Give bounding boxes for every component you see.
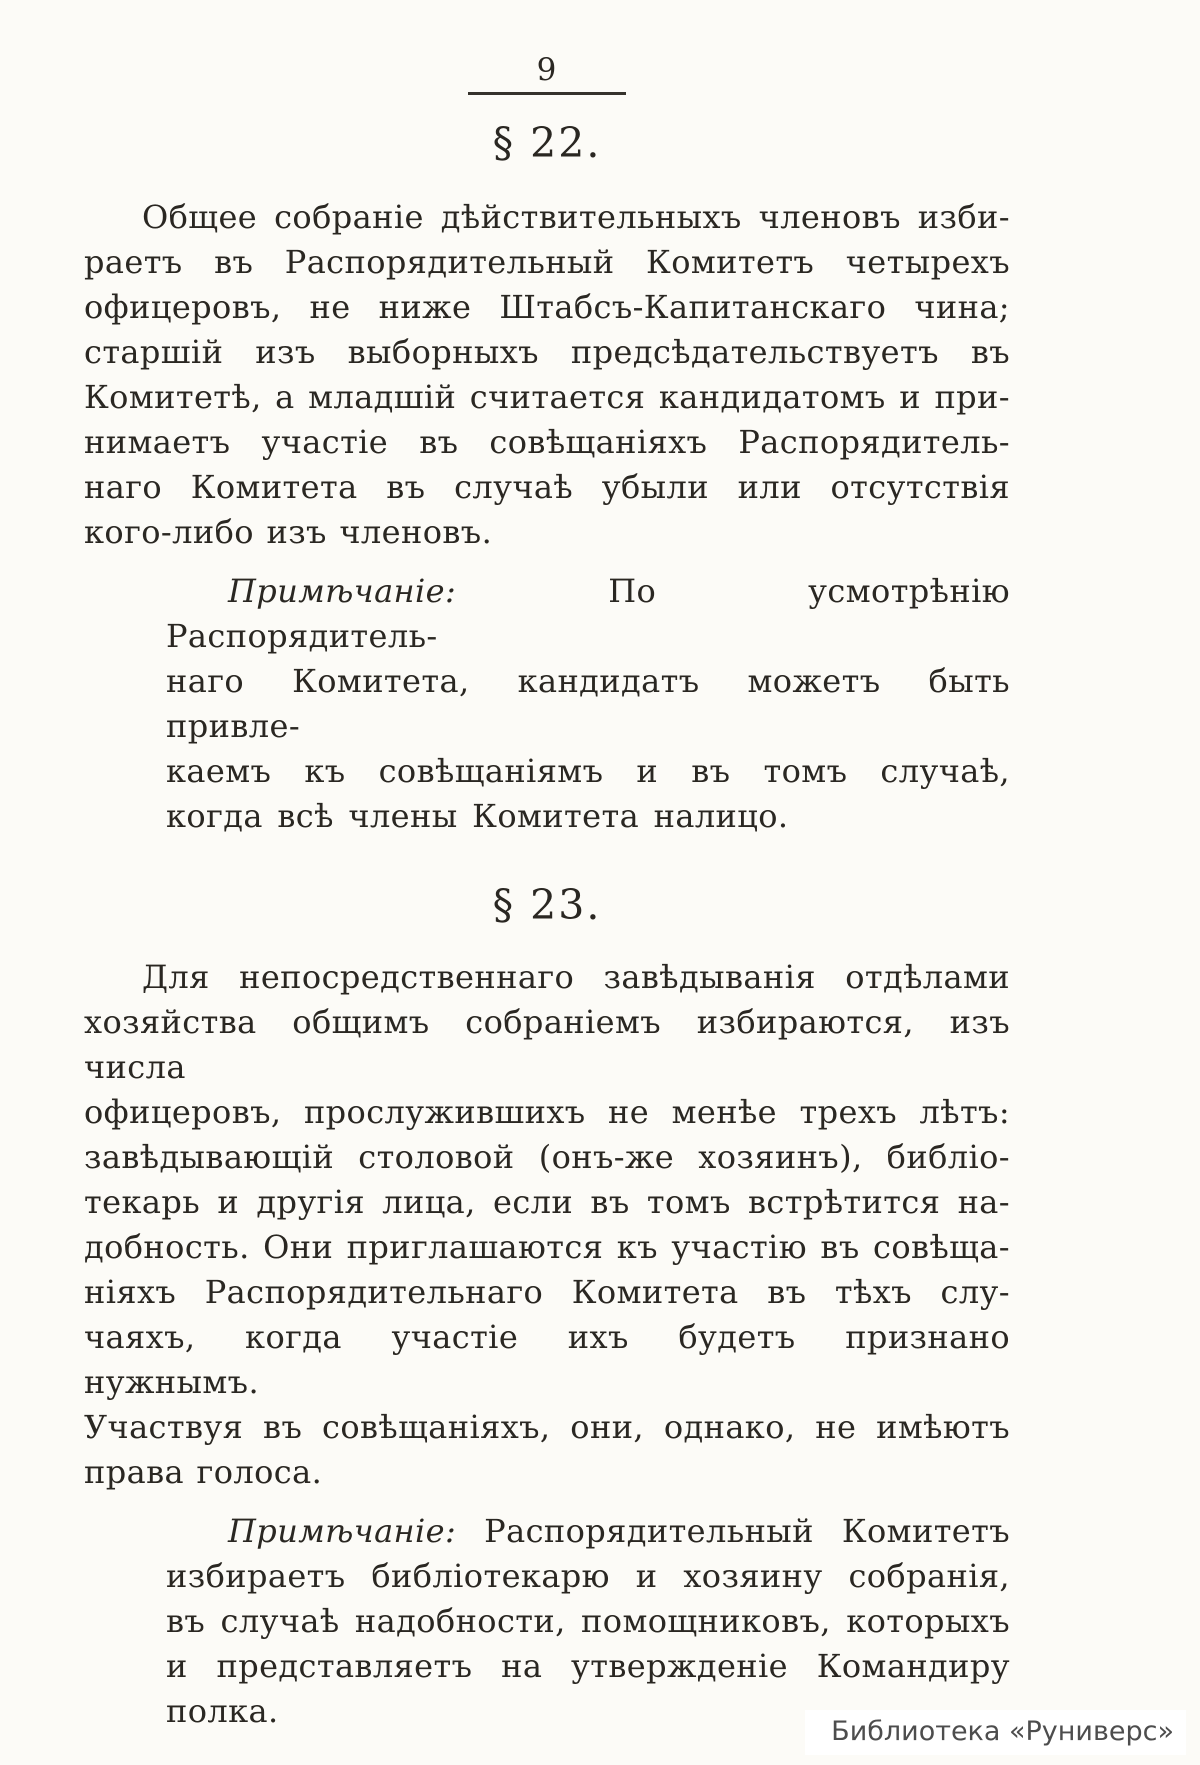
text-line: Общее собраніе дѣйствительныхъ членовъ изби-	[142, 198, 1010, 236]
text-line: Для непосредственнаго завѣдыванія отдѣлами	[142, 958, 1010, 996]
text-line: и представляетъ на утвержденіе Командиру	[166, 1647, 1010, 1685]
page-number-block	[84, 52, 1010, 95]
text-line: избираетъ библіотекарю и хозяину собранія,	[166, 1557, 1010, 1595]
text-line: нимаетъ участіе въ совѣщаніяхъ Распорядитель-	[84, 423, 1010, 461]
section-22-note	[166, 569, 1010, 839]
text-line: полка.	[166, 1692, 279, 1730]
text-line: Участвуя въ совѣщаніяхъ, они, однако, не имѣютъ	[84, 1408, 1010, 1446]
text-line: текарь и другія лица, если въ томъ встрѣтится на-	[84, 1183, 1010, 1221]
text-line: чаяхъ, когда участіе ихъ будетъ признано нужнымъ.	[84, 1318, 1010, 1401]
text-line: завѣдывающій столовой (онъ-же хозяинъ), библіо-	[84, 1138, 1010, 1176]
section-22-heading: § 22.	[492, 119, 602, 167]
text-line: офицеровъ, прослужившихъ не менѣе трехъ лѣтъ:	[84, 1093, 1010, 1131]
text-line: офицеровъ, не ниже Штабсъ-Капитанскаго чина;	[84, 288, 1010, 326]
text-line: кого-либо изъ членовъ.	[84, 513, 493, 551]
text-line: добность. Они приглашаются къ участію въ совѣща-	[84, 1228, 1010, 1266]
text-line: каемъ къ совѣщаніямъ и въ томъ случаѣ,	[166, 752, 1010, 790]
section-23-note	[166, 1509, 1010, 1734]
section-22-paragraph	[84, 195, 1010, 555]
text-line: наго Комитета, кандидатъ можетъ быть привле-	[166, 662, 1010, 745]
text-line: ніяхъ Распорядительнаго Комитета въ тѣхъ слу-	[84, 1273, 1010, 1311]
text-line: въ случаѣ надобности, помощниковъ, которыхъ	[166, 1602, 1010, 1640]
note-first-line	[166, 1509, 1010, 1554]
note-first-text: Распорядительный Комитетъ	[484, 1512, 1011, 1550]
text-line: раетъ въ Распорядительный Комитетъ четырехъ	[84, 243, 1010, 281]
text-line: права голоса.	[84, 1453, 323, 1491]
page-number-rule	[468, 92, 626, 95]
text-line: когда всѣ члены Комитета налицо.	[166, 797, 789, 835]
section-23-paragraph	[84, 955, 1010, 1495]
text-line: хозяйства общимъ собраніемъ избираются, изъ числа	[84, 1003, 1010, 1086]
text-line: Комитетѣ, а младшій считается кандидатомъ и при-	[84, 378, 1010, 416]
note-label: Примѣчаніе:	[228, 572, 457, 610]
text-line: наго Комитета въ случаѣ убыли или отсутствія	[84, 468, 1010, 506]
text-line: старшій изъ выборныхъ предсѣдательствуетъ въ	[84, 333, 1010, 371]
note-first-line	[166, 569, 1010, 659]
watermark: Библиотека «Руниверс»	[805, 1710, 1186, 1755]
section-23-heading: § 23.	[492, 881, 602, 929]
note-label: Примѣчаніе:	[228, 1512, 457, 1550]
page-number: 9	[536, 52, 558, 88]
note-first-text: По усмотрѣнію Распорядитель-	[166, 572, 1010, 655]
